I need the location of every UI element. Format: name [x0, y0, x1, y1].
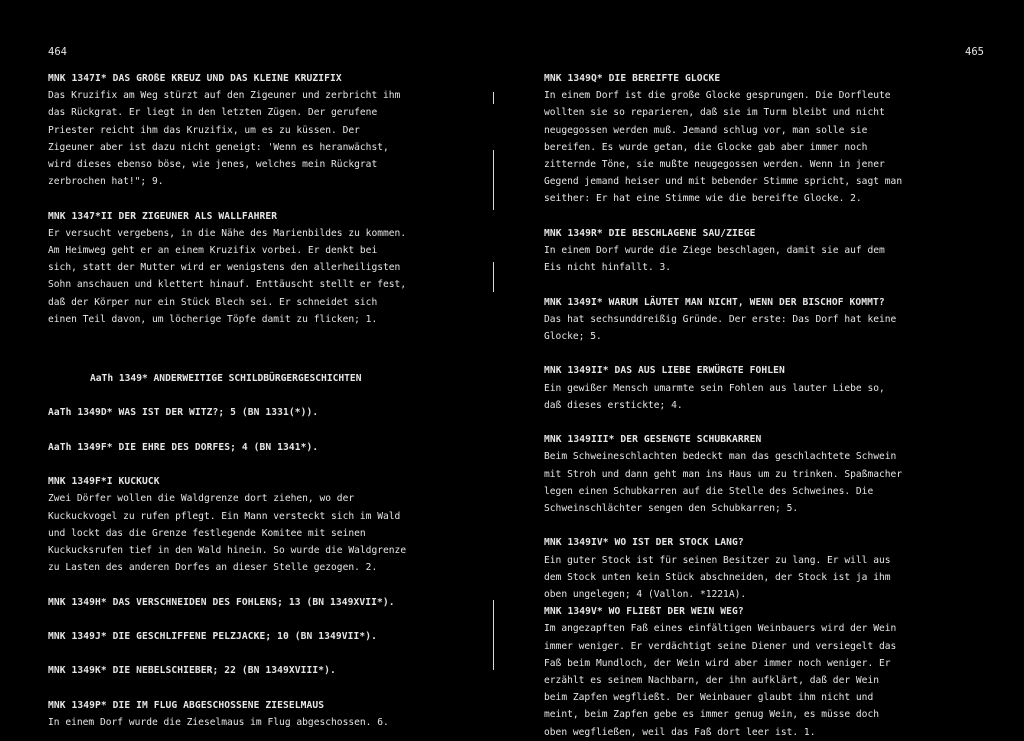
- section-heading-1349: [48, 370, 458, 387]
- text-line: Ein guter Stock ist für seinen Besitzer zu lang. Er will aus: [544, 554, 891, 566]
- entry-1347-ii: [48, 208, 458, 328]
- text-line: immer weniger. Er verdächtigt seine Diener und versiegelt das: [544, 640, 897, 652]
- text-line: daß der Körper nur ein Stück Blech sei. Er schneidet sich: [48, 296, 378, 308]
- entry-heading: MNK 1349H* DAS VERSCHNEIDEN DES FOHLENS; 13 (BN 1349XVII*).: [48, 596, 395, 608]
- text-line: daß dieses erstickte; 4.: [544, 399, 683, 411]
- text-line: Zwei Dörfer wollen die Waldgrenze dort ziehen, wo der: [48, 493, 355, 505]
- text-line: wollten sie so reparieren, daß sie im Turm bleibt und nicht: [544, 107, 885, 119]
- entry-1349h: [48, 594, 458, 611]
- entry-1349d: [48, 404, 458, 421]
- text-line: Beim Schweineschlachten bedeckt man das geschlachtete Schwein: [544, 451, 897, 463]
- entry-1349-ii: [544, 362, 954, 414]
- text-line: Faß beim Mundloch, der Wein wird aber immer noch weniger. Er: [544, 657, 891, 669]
- text-line: Eis nicht hinfallt. 3.: [544, 262, 672, 274]
- text-line: legen einen Schubkarren auf die Stelle des Schweines. Die: [544, 485, 874, 497]
- text-line: beim Zapfen wegfließt. Der Weinbauer glaubt ihm nicht und: [544, 692, 874, 704]
- text-line: In einem Dorf wurde die Zieselmaus im Flug abgeschossen. 6.: [48, 716, 389, 728]
- text-line: Im angezapften Faß eines einfältigen Weinbauers wird der Wein: [544, 623, 897, 635]
- text-line: erzählt es seinem Nachbarn, der ihn aufklärt, daß der Wein: [544, 675, 880, 687]
- entry-heading: MNK 1349II* DAS AUS LIEBE ERWÜRGTE FOHLEN: [544, 365, 785, 377]
- entry-heading: MNK 1349I* WARUM LÄUTET MAN NICHT, WENN DER BISCHOF KOMMT?: [544, 296, 885, 308]
- text-line: Schweinschlächter sengen den Schubkarren; 5.: [544, 503, 799, 515]
- text-line: dem Stock unten kein Stück abschneiden, der Stock ist ja ihm: [544, 571, 891, 583]
- entry-heading: MNK 1347I* DAS GROßE KREUZ UND DAS KLEINE KRUZIFIX: [48, 73, 342, 84]
- gutter-marks: [493, 0, 497, 716]
- left-page: [0, 0, 512, 728]
- text-line: oben ungelegen; 4 (Vallon. *1221A).: [544, 589, 747, 601]
- text-line: neugegossen werden muß. Jemand schlug vor, man solle sie: [544, 124, 868, 136]
- text-line: In einem Dorf ist die große Glocke gesprungen. Die Dorfleute: [544, 90, 891, 102]
- entry-heading: MNK 1349F*I KUCKUCK: [48, 476, 160, 488]
- text-line: seither: Er hat eine Stimme wie die bereifte Glocke. 2.: [544, 193, 862, 205]
- text-line: wird dieses ebenso böse, wie jenes, welches mein Rückgrat: [48, 159, 378, 171]
- entry-heading: AaTh 1349D* WAS IST DER WITZ?; 5 (BN 1331(*)).: [48, 407, 319, 419]
- text-line: einen Teil davon, um löcherige Töpfe damit zu flicken; 1.: [48, 313, 378, 325]
- text-line: Das Kruzifix am Weg stürzt auf den Zigeuner und zerbricht ihm: [48, 90, 401, 102]
- gutter-mark: [493, 600, 494, 670]
- right-text-column: [544, 70, 954, 741]
- entry-heading: MNK 1349P* DIE IM FLUG ABGESCHOSSENE ZIESELMAUS: [48, 699, 325, 711]
- entry-heading: MNK 1349V* WO FLIEßT DER WEIN WEG?: [544, 606, 744, 618]
- text-line: In einem Dorf wurde die Ziege beschlagen, damit sie auf dem: [544, 245, 885, 257]
- page-number-right: 465: [965, 46, 984, 58]
- text-line: und lockt das die Grenze festlegende Komitee mit seinen: [48, 527, 366, 539]
- entry-1347-i: [48, 70, 458, 190]
- text-line: Kuckuckvogel zu rufen pflegt. Ein Mann versteckt sich im Wald: [48, 510, 401, 522]
- text-line: Das hat sechsunddreißig Gründe. Der erste: Das Dorf hat keine: [544, 313, 897, 325]
- entry-1349q: [544, 70, 954, 208]
- entry-heading: MNK 1349Q* DIE BEREIFTE GLOCKE: [544, 73, 721, 84]
- text-line: Am Heimweg geht er an einem Kruzifix vorbei. Er denkt bei: [48, 245, 378, 257]
- entry-1349r: [544, 225, 954, 277]
- entry-heading: MNK 1349III* DER GESENGTE SCHUBKARREN: [544, 434, 762, 446]
- text-line: Ein gewißer Mensch umarmte sein Fohlen aus lauter Liebe so,: [544, 382, 885, 394]
- entry-heading: MNK 1349K* DIE NEBELSCHIEBER; 22 (BN 1349XVIII*).: [48, 665, 336, 677]
- text-line: zerbrochen hat!"; 9.: [48, 176, 164, 188]
- text-line: Glocke; 5.: [544, 331, 602, 343]
- text-line: zitternde Töne, sie mußte neugegossen werden. Wenn in jener: [544, 159, 885, 171]
- entry-1349k: [48, 662, 458, 679]
- entry-1349p: [48, 697, 458, 731]
- text-line: mit Stroh und dann geht man ins Haus um zu trinken. Spaßmacher: [544, 468, 903, 480]
- gutter-mark: [493, 92, 494, 104]
- entry-heading: AaTh 1349F* DIE EHRE DES DORFES; 4 (BN 1341*).: [48, 441, 319, 453]
- entry-1349f: [48, 439, 458, 456]
- entry-heading: MNK 1349R* DIE BESCHLAGENE SAU/ZIEGE: [544, 227, 756, 239]
- text-line: Er versucht vergebens, in die Nähe des Marienbildes zu kommen.: [48, 227, 407, 239]
- entry-1349f-i: [48, 473, 458, 576]
- entry-1349-i: [544, 294, 954, 346]
- text-line: Zigeuner aber ist dazu nicht geneigt: 'Wenn es heranwächst,: [48, 141, 389, 153]
- text-line: Sohn anschauen und klettert hinauf. Enttäuscht stellt er fest,: [48, 279, 407, 291]
- entry-1349-v: [544, 603, 954, 741]
- text-line: zu Lasten des anderen Dorfes an dieser Stelle gezogen. 2.: [48, 562, 378, 574]
- right-page: [512, 0, 1024, 738]
- text-line: meint, beim Zapfen gebe es immer genug Wein, es müsse doch: [544, 709, 880, 721]
- text-line: oben wegfließen, weil das Faß dort leer ist. 1.: [544, 726, 816, 738]
- text-line: Gegend jemand heiser und mit bebender Stimme spricht, sagt man: [544, 176, 903, 188]
- text-line: Kuckucksrufen tief in den Wald hinein. So wurde die Waldgrenze: [48, 545, 407, 557]
- entry-heading: MNK 1347*II DER ZIGEUNER ALS WALLFAHRER: [48, 210, 278, 222]
- entry-1349-iii: [544, 431, 954, 517]
- gutter-mark: [493, 150, 494, 210]
- text-line: Priester reicht ihm das Kruzifix, um es zu küssen. Der: [48, 124, 360, 136]
- entry-1349j: [48, 628, 458, 645]
- entry-heading: MNK 1349J* DIE GESCHLIFFENE PELZJACKE; 10 (BN 1349VII*).: [48, 631, 378, 642]
- text-line: das Rückgrat. Er liegt in den letzten Zügen. Der gerufene: [48, 107, 378, 119]
- centered-section-title: AaTh 1349* ANDERWEITIGE SCHILDBÜRGERGESCHICHTEN: [90, 373, 362, 385]
- gutter-mark: [493, 262, 494, 292]
- text-line: bereifen. Es wurde getan, die Glocke gab aber immer noch: [544, 141, 868, 153]
- entry-heading: MNK 1349IV* WO IST DER STOCK LANG?: [544, 537, 744, 549]
- page-number-left: 464: [48, 46, 67, 58]
- entry-1349-iv: [544, 534, 954, 603]
- left-text-column: [48, 70, 458, 731]
- text-line: sich, statt der Mutter wird er wenigstens den allerheiligsten: [48, 262, 401, 274]
